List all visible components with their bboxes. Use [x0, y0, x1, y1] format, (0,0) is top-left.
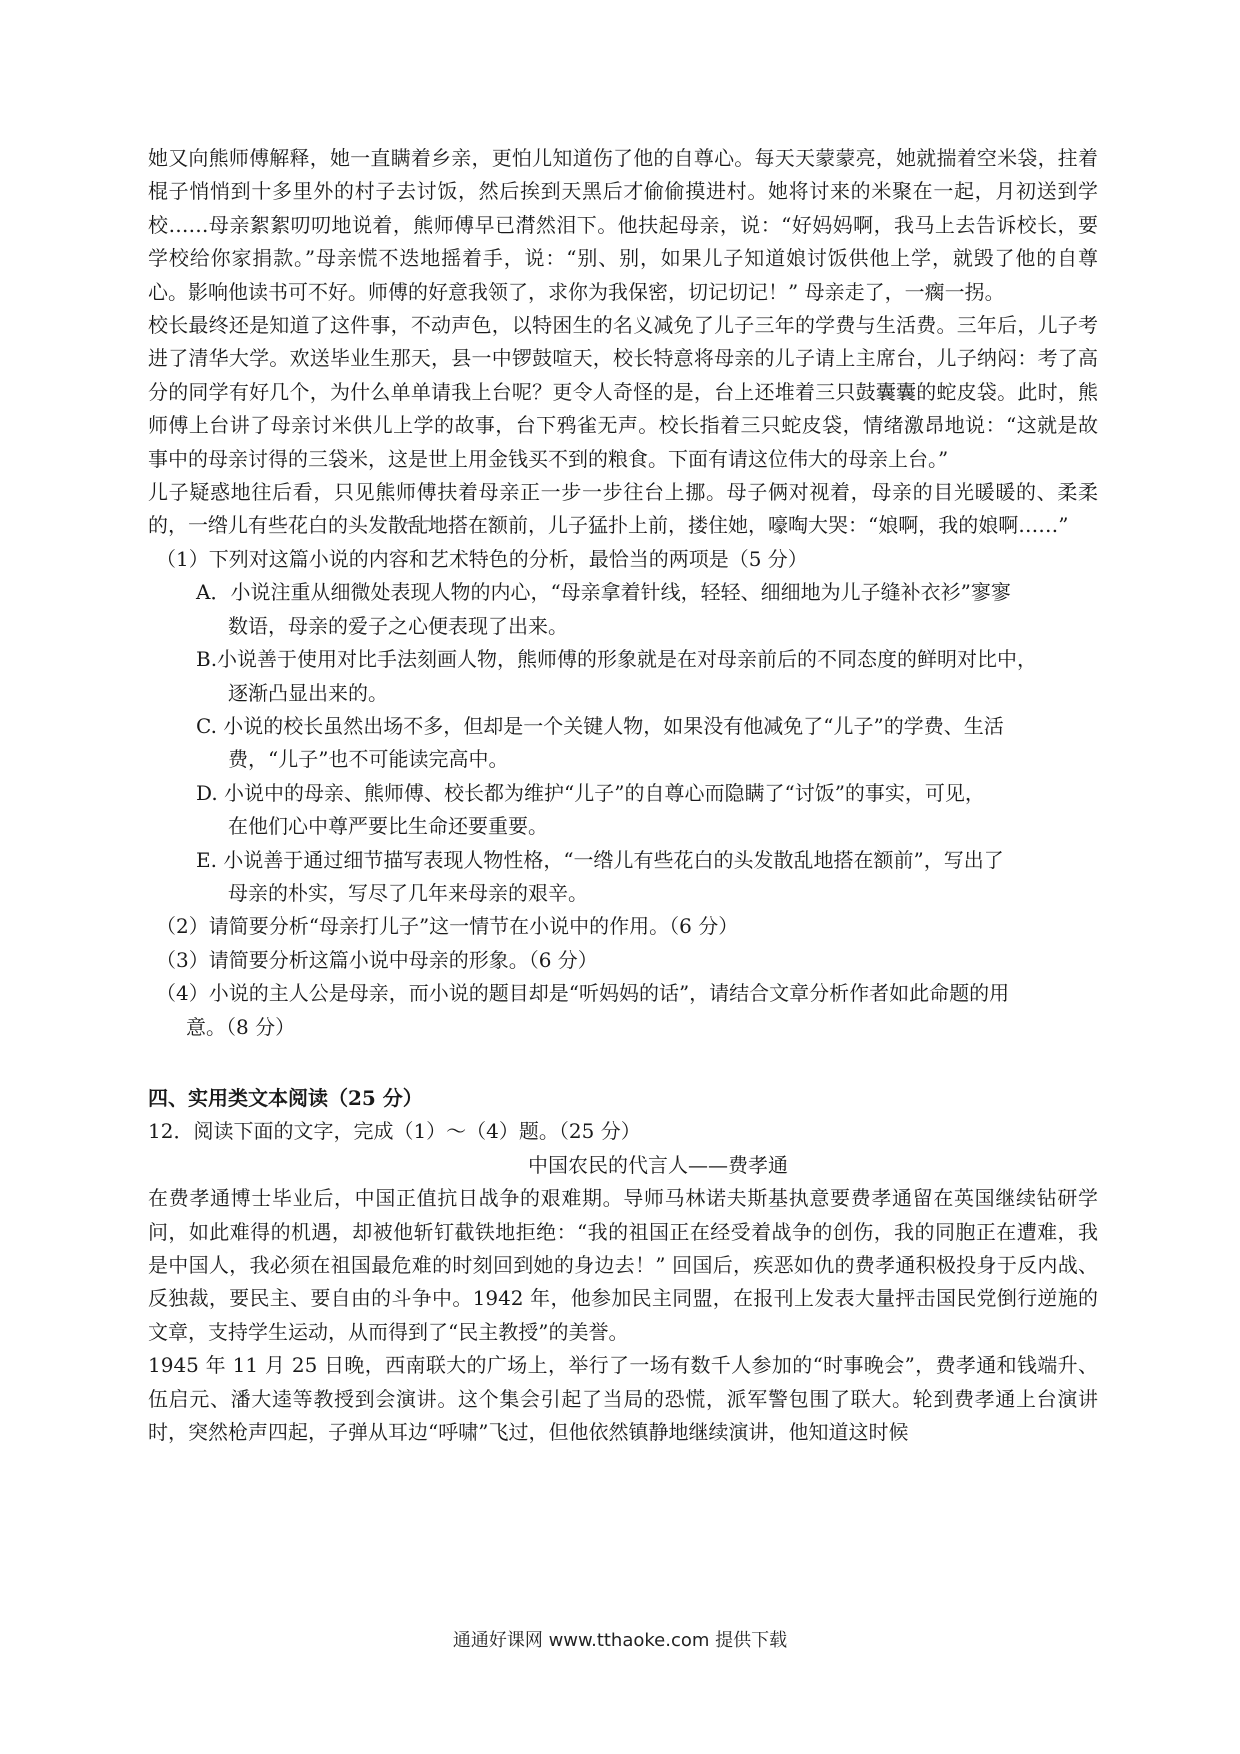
- question-2: （2）请简要分析“母亲打儿子”这一情节在小说中的作用。（6 分）: [156, 914, 739, 939]
- story-paragraph-2: 校长最终还是知道了这件事，不动声色，以特困生的名义减免了儿子三年的学费与生活费。三年后，儿子考进了清华大学。欢送毕业生那天，县一中锣鼓喧天，校长特意将母亲的儿子请上主席台，儿子纳闷：考了高分的同学有好几个，为什么单单请我上台呢？更令人奇怪的是，台上还堆着三只鼓囊囊的蛇皮袋。此时，熊师傅上台讲了母亲讨米供儿上学的故事，台下鸦雀无声。校长指着三只蛇皮袋，情绪激昂地说：“这就是故事中的母亲讨得的三袋米，这是世上用金钱买不到的粮食。下面有请这位伟大的母亲上台。”: [148, 313, 1098, 471]
- story-paragraph-1: 她又向熊师傅解释，她一直瞒着乡亲，更怕儿知道伤了他的自尊心。每天天蒙蒙亮，她就揣着空米袋，拄着棍子悄悄到十多里外的村子去讨饭，然后挨到天黑后才偷偷摸进村。她将讨来的米聚在一起，月初送到学校……母亲絮絮叨叨地说着，熊师傅早已潸然泪下。他扶起母亲，说：“好妈妈啊，我马上去告诉校长，要学校给你家捐款。”母亲慌不迭地摇着手，说：“别、别，如果儿子知道娘讨饭供他上学，就毁了他的自尊心。影响他读书可不好。师傅的好意我领了，求你为我保密，切记切记！” 母亲走了，一瘸一拐。: [148, 146, 1098, 304]
- option-e-line-1: E. 小说善于通过细节描写表现人物性格，“一绺儿有些花白的头发散乱地搭在额前”，写出了: [196, 847, 1004, 872]
- option-e-line-2: 母亲的朴实，写尽了几年来母亲的艰辛。: [228, 880, 588, 905]
- question-4-line-2: 意。（8 分）: [186, 1014, 296, 1039]
- pen-scribble-mark: [402, 518, 440, 528]
- story-paragraph-3: 儿子疑惑地往后看，只见熊师傅扶着母亲正一步一步往台上挪。母子俩对视着，母亲的目光暖暖的、柔柔的，一绺儿有些花白的头发散乱地搭在额前，儿子猛扑上前，搂住她，嚎啕大哭：“娘啊，我的娘啊……”: [148, 480, 1098, 538]
- article-paragraph-2: 1945 年 11 月 25 日晚，西南联大的广场上，举行了一场有数千人参加的“时事晚会”，费孝通和钱端升、伍启元、潘大逵等教授到会演讲。这个集会引起了当局的恐慌，派军警包围了联大。轮到费孝通上台演讲时，突然枪声四起，子弹从耳边“呼啸”飞过，但他依然镇静地继续演讲，他知道这时候: [148, 1353, 1098, 1445]
- article-paragraph-1: 在费孝通博士毕业后，中国正值抗日战争的艰难期。导师马林诺夫斯基执意要费孝通留在英国继续钻研学问，如此难得的机遇，却被他斩钉截铁地拒绝：“我的祖国正在经受着战争的创伤，我的同胞正在遭难，我是中国人，我必须在祖国最危难的时刻回到她的身边去！” 回国后，疾恶如仇的费孝通积极投身于反内战、反独裁，要民主、要自由的斗争中。1942 年，他参加民主同盟，在报刊上发表大量抨击国民党倒行逆施的文章，支持学生运动，从而得到了“民主教授”的美誉。: [148, 1186, 1098, 1344]
- option-d-line-2: 在他们心中尊严要比生命还要重要。: [228, 814, 548, 839]
- section-gap: [148, 1044, 1098, 1082]
- question-3: （3）请简要分析这篇小说中母亲的形象。（6 分）: [156, 947, 598, 972]
- option-b-line-1: B.小说善于使用对比手法刻画人物，熊师傅的形象就是在对母亲前后的不同态度的鲜明对比中，: [196, 647, 1038, 672]
- option-a-line-2: 数语，母亲的爱子之心便表现了出来。: [228, 613, 568, 638]
- question-1: （1）下列对这篇小说的内容和艺术特色的分析，最恰当的两项是（5 分）: [156, 546, 808, 571]
- section-4-heading: 四、实用类文本阅读（25 分）: [148, 1085, 423, 1110]
- page-content: [148, 142, 1098, 1449]
- option-d-line-1: D. 小说中的母亲、熊师傅、校长都为维护“儿子”的自尊心而隐瞒了“讨饭”的事实，可见，: [196, 780, 985, 805]
- question-12-instruction: 12．阅读下面的文字，完成（1）～（4）题。（25 分）: [148, 1119, 641, 1144]
- option-a-line-1: A．小说注重从细微处表现人物的内心，“母亲拿着针线，轻轻、细细地为儿子缝补衣衫”寥寥: [196, 580, 1011, 605]
- option-c-line-1: C. 小说的校长虽然出场不多，但却是一个关键人物，如果没有他减免了“儿子”的学费、生活: [196, 713, 1004, 738]
- article-title: 中国农民的代言人——费孝通: [528, 1152, 788, 1177]
- question-4-line-1: （4）小说的主人公是母亲，而小说的题目却是“听妈妈的话”，请结合文章分析作者如此命题的用: [156, 981, 1010, 1006]
- option-c-line-2: 费，“儿子”也不可能读完高中。: [228, 747, 509, 772]
- footer-watermark: 通通好课网 www.tthaoke.com 提供下载: [452, 1630, 788, 1651]
- option-b-line-2: 逐渐凸显出来的。: [228, 680, 388, 705]
